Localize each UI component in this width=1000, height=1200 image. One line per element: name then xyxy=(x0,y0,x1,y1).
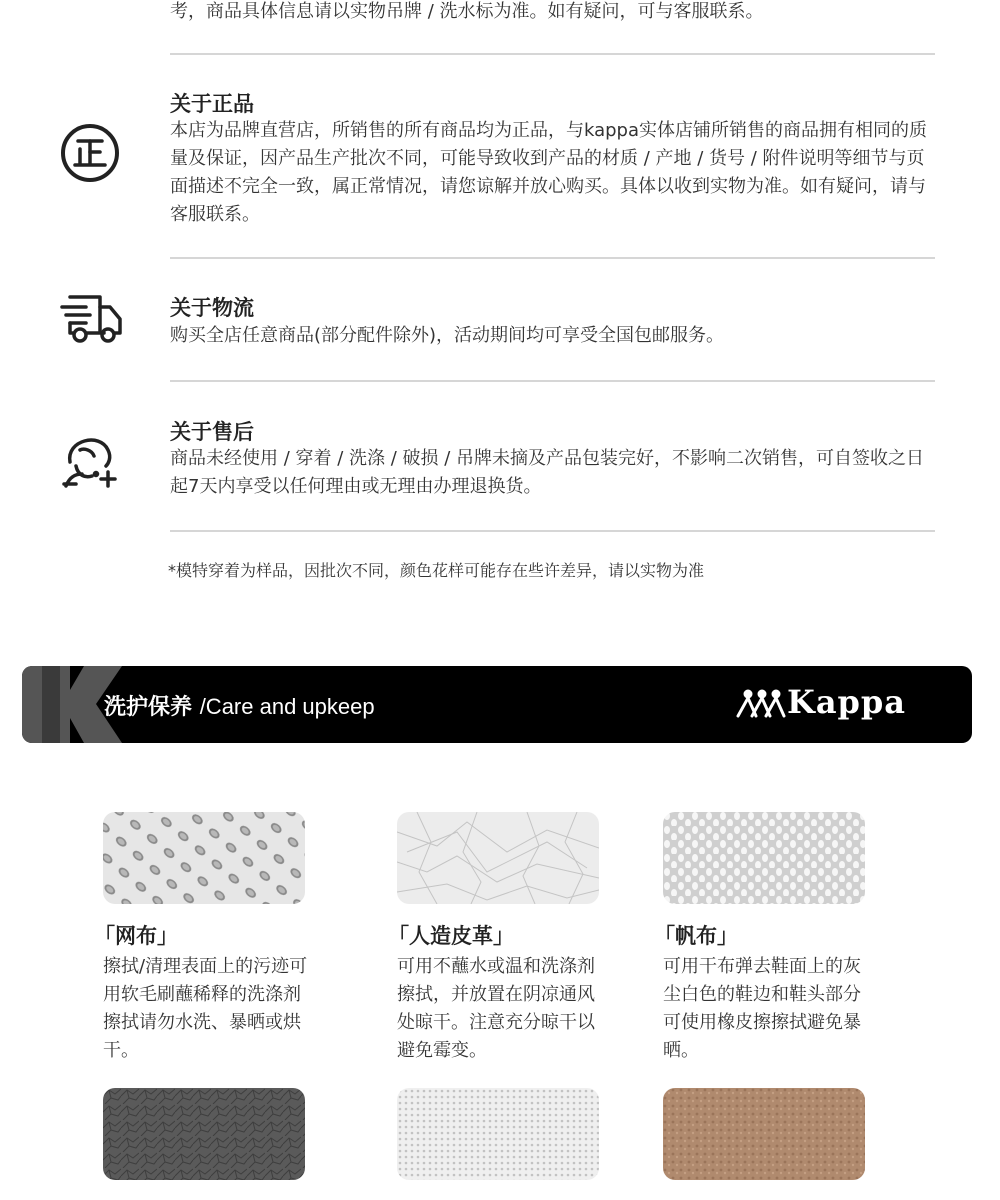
policy-body-after-sales: 商品未经使用 / 穿着 / 洗涤 / 破损 / 吊牌未摘及产品包装完好，不影响二次销售，可自签收之日起7天内享受以任何理由或无理由办理退换货。 xyxy=(170,448,925,497)
divider xyxy=(170,380,935,382)
material-name-mesh: 「网布」 xyxy=(94,924,178,948)
knit-swatch xyxy=(397,1088,599,1180)
mesh-texture-image xyxy=(103,812,305,904)
synthetic-leather-texture-image xyxy=(397,812,599,904)
material-desc-mesh: 擦拭/清理表面上的污迹可用软毛刷蘸稀释的洗涤剂擦拭请勿水洗、暴晒或烘干。 xyxy=(103,956,308,1061)
care-title-cn: 洗护保养 xyxy=(104,695,193,720)
delivery-truck-icon xyxy=(56,287,124,355)
kappa-wordmark: Kappa xyxy=(787,683,907,721)
suede-texture-image xyxy=(663,1088,865,1180)
divider xyxy=(170,257,935,259)
suede-swatch xyxy=(663,1088,865,1180)
divider xyxy=(170,53,935,55)
care-banner-title xyxy=(104,690,375,721)
canvas-texture-image xyxy=(663,812,865,904)
care-title-en: /Care and upkeep xyxy=(199,694,375,719)
policy-body-logistics: 购买全店任意商品(部分配件除外)，活动期间均可享受全国包邮服务。 xyxy=(170,325,725,346)
material-name-canvas: 「帆布」 xyxy=(654,924,738,948)
sample-note: *模特穿着为样品，因批次不同，颜色花样可能存在些许差异，请以实物为准 xyxy=(168,561,705,580)
care-banner xyxy=(22,666,972,743)
canvas-swatch xyxy=(663,812,865,904)
policy-title-after-sales: 关于售后 xyxy=(170,420,254,444)
policy-title-logistics: 关于物流 xyxy=(170,296,254,320)
intro-text: 考，商品具体信息请以实物吊牌 / 洗水标为准。如有疑问，可与客服联系。 xyxy=(170,1,764,22)
material-name-synthetic-leather: 「人造皮革」 xyxy=(388,924,514,948)
genuine-icon xyxy=(56,119,124,187)
leather-texture-image xyxy=(103,1088,305,1180)
divider xyxy=(170,530,935,532)
kappa-figures-logo xyxy=(734,688,786,720)
policy-title-genuine: 关于正品 xyxy=(170,92,254,116)
synthetic-leather-swatch xyxy=(397,812,599,904)
material-desc-synthetic-leather: 可用不蘸水或温和洗涤剂擦拭，并放置在阴凉通风处晾干。注意充分晾干以避免霉变。 xyxy=(397,956,595,1061)
leather-swatch xyxy=(103,1088,305,1180)
material-desc-canvas: 可用干布弹去鞋面上的灰尘白色的鞋边和鞋头部分可使用橡皮擦擦拭避免暴晒。 xyxy=(663,956,861,1061)
mesh-swatch xyxy=(103,812,305,904)
policy-body-genuine: 本店为品牌直营店，所销售的所有商品均为正品，与kappa实体店铺所销售的商品拥有相同的质量及保证，因产品生产批次不同，可能导致收到产品的材质 / 产地 / 货号 / 附件说明等细节与页面描述不完全一致，属正常情况，请您谅解并放心购买。具体以收到实物为准。如有疑问，请与客服联系。 xyxy=(170,120,928,225)
customer-service-icon xyxy=(56,426,124,494)
knit-texture-image xyxy=(397,1088,599,1180)
